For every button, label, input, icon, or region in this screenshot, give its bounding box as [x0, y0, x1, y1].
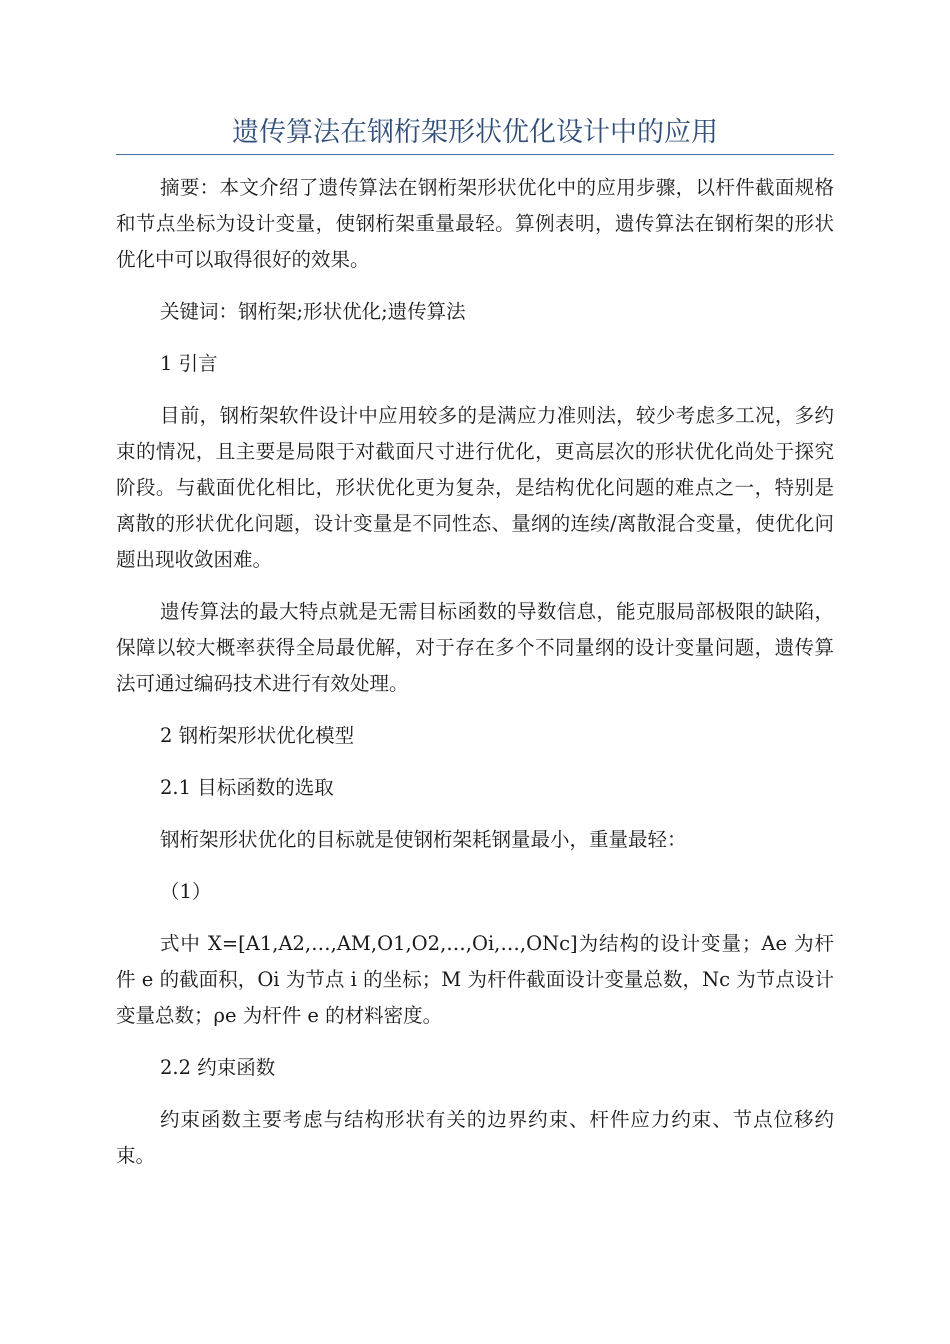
body-paragraph: 式中 X=[A1,A2,…,AM,O1,O2,…,Oi,…,ONc]为结构的设计变量；Ae 为杆件 e 的截面积，Oi 为节点 i 的坐标；M 为杆件截面设计变量总数，Nc 为节点设计变量总数；ρe 为杆件 e 的材料密度。: [116, 932, 834, 1027]
section-heading-model: 2 钢桁架形状优化模型: [160, 724, 355, 747]
title-underline: [116, 154, 834, 155]
keywords-paragraph: 关键词：钢桁架;形状优化;遗传算法: [160, 300, 466, 323]
body-paragraph: 约束函数主要考虑与结构形状有关的边界约束、杆件应力约束、节点位移约束。: [116, 1108, 834, 1167]
body-paragraph: 钢桁架形状优化的目标就是使钢桁架耗钢量最小，重量最轻：: [160, 828, 687, 851]
subsection-heading-objective: 2.1 目标函数的选取: [160, 776, 334, 799]
document-title: 遗传算法在钢桁架形状优化设计中的应用: [232, 117, 718, 148]
body-paragraph: 遗传算法的最大特点就是无需目标函数的导数信息，能克服局部极限的缺陷，保障以较大概率获得全局最优解，对于存在多个不同量纲的设计变量问题，遗传算法可通过编码技术进行有效处理。: [116, 600, 834, 695]
abstract-paragraph: 摘要：本文介绍了遗传算法在钢桁架形状优化中的应用步骤，以杆件截面规格和节点坐标为设计变量，使钢桁架重量最轻。算例表明，遗传算法在钢桁架的形状优化中可以取得很好的效果。: [116, 176, 834, 271]
subsection-heading-constraints: 2.2 约束函数: [160, 1056, 276, 1079]
document-body: [116, 170, 834, 1190]
body-paragraph: 目前，钢桁架软件设计中应用较多的是满应力准则法，较少考虑多工况，多约束的情况，且主要是局限于对截面尺寸进行优化，更高层次的形状优化尚处于探究阶段。与截面优化相比，形状优化更为复杂，是结构优化问题的难点之一，特别是离散的形状优化问题，设计变量是不同性态、量纲的连续/离散混合变量，使优化问题出现收敛困难。: [116, 404, 834, 571]
section-heading-introduction: 1 引言: [160, 352, 218, 375]
equation-number: （1）: [160, 880, 212, 903]
